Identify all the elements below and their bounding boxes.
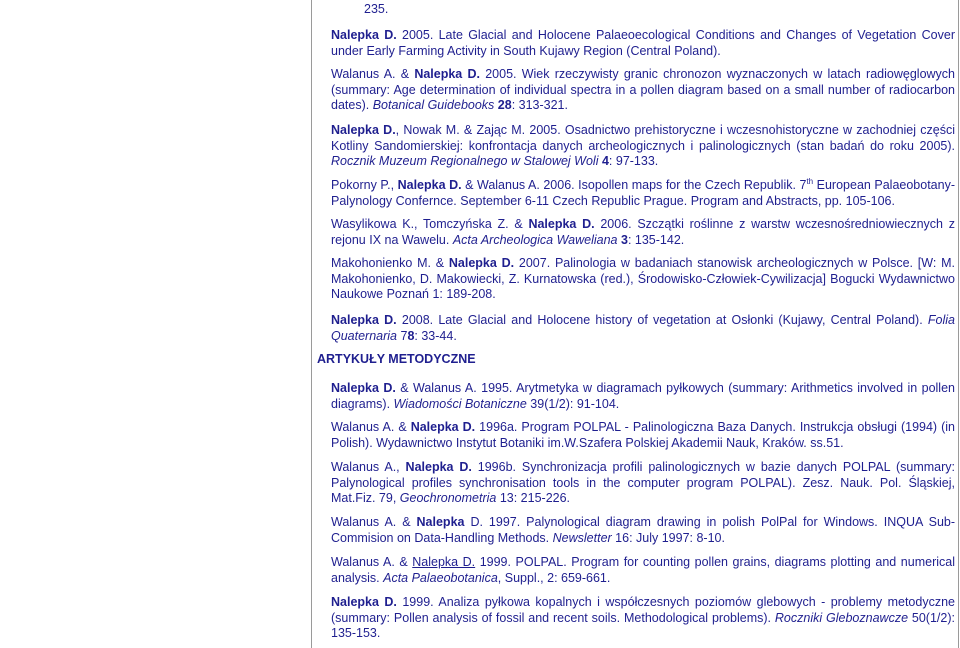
entry-text-run: 2005. Wiek rzeczywisty granic chronozon wyznaczonych w latach radiowęglowych (summary: Age determination of individual spectra in a pollen diagram based on a small number of radiocarbon dates). [331,67,955,112]
entry-text-run: & Walanus A. 2006. Isopollen maps for the Czech Republik. 7 [461,178,807,192]
reference-entry [331,28,955,59]
entry-text-run: Acta Palaeobotanica [383,570,498,585]
section-heading: ARTYKUŁY METODYCZNE [317,352,476,366]
entry-text-run: Makohonienko M. & [331,256,449,270]
reference-entry [331,381,955,412]
entry-text-run: 2005. Late Glacial and Holocene Palaeoecological Conditions and Changes of Vegetation Cover under Early Farming Activity in South Kujawy Region (Central Poland). [331,28,955,58]
entry-text-run: : 313-321. [511,98,568,112]
entry-text-run: 1996a. Program POLPAL - Palinologiczna Baza Danych. Instrukcja obsługi (1994) (in Polish). Wydawnictwo Instytut Botaniki im.W.Szafera Polskiej Akademii Nauk, Kraków. ss.51. [331,420,956,450]
entry-text-run: 13: 215-226. [496,491,571,505]
reference-entry [331,67,955,114]
entry-text-run: 2006. Szczątki roślinne z warstw wczesnośredniowiecznych z rejonu IX na Wawelu. [331,217,955,247]
reference-entry [331,313,955,344]
entry-text-run: 4 [601,154,609,168]
entry-text-run: Nalepka D. [528,217,595,231]
reference-entry [331,217,955,248]
entry-text-run: 28 [497,98,512,112]
reference-entry [331,460,955,507]
entry-text-run: 1999. POLPAL. Program for counting pollen grains, diagrams plotting and numerical analysis. [331,555,955,585]
entry-text-run: , Nowak M. & Zając M. 2005. Osadnictwo prehistoryczne i wczesnohistoryczne w zachodniej części Kotliny Sandomierskiej: konfrontacja danych archeologicznych i palinologicznych (stan badań do roku 2005). [331,123,955,153]
entry-text-run: Walanus A. & [331,420,411,434]
entry-text-run: 16: July 1997: 8-10. [611,530,725,545]
entry-text-run: th [806,176,814,186]
entry-text-run: Acta Archeologica Waweliana [452,232,618,247]
entry-text-run: 3 [621,232,628,247]
entry-text-run: , Suppl., 2: 659-661. [497,570,611,585]
entry-text-run: Nalepka D. [414,67,480,81]
entry-text-run: Botanical Guidebooks [372,98,498,112]
entry-text-run: Walanus A. & [331,67,415,81]
entry-text-run: Pokorny P., [331,178,398,192]
entry-text-run: Walanus A. & [331,555,413,569]
entry-text-run: Nalepka [416,515,465,529]
entry-text-run: Roczniki Gleboznawcze [774,610,909,625]
entry-text-run: Nalepka D. [448,256,515,270]
entry-text-run: : 97-133. [608,154,659,168]
entry-text-run: 2007. Palinologia w badaniach stanowisk archeologicznych w Polsce. [W: M. Makohonienko, D. Makowiecki, Z. Kurnatowska (red.), Środowisko-Człowiek-Cywilizacja] Bogucki Wydawnictwo Naukowe Poznań 1: 189-208. [331,256,955,301]
reference-entry [331,420,955,451]
entry-text-run: Nalepka D. [405,460,472,474]
reference-entry [331,515,955,546]
entry-text-run: Nalepka D. [331,28,397,42]
entry-text-run: : 135-142. [627,232,685,247]
entry-text-run: Wasylikowa K., Tomczyńska Z. & [331,217,529,231]
entry-text-run: Nalepka D. [331,313,397,327]
entry-text-run: 7 [397,328,408,343]
entry-text-run: Rocznik Muzeum Regionalnego w Stalowej Woli [331,154,599,168]
entry-text-run: Nalepka D. [331,381,396,395]
reference-entry [331,555,955,586]
reference-entry [331,595,955,642]
entry-text-run: Nalepka D. [397,178,462,192]
entry-text-run: 1996b. Synchronizacja profili palinologicznych w bazie danych POLPAL (summary: Palynological profiles synchronisation tools in the computer program POLPAL). Zesz. Nauk. Pol. Śląskiej, Mat.Fiz. 79, [331,460,955,505]
entry-text-run: 1999. Analiza pyłkowa kopalnych i współczesnych poziomów glebowych - problemy metodyczne (summary: Pollen analysis of fossil and recent soils. Methodological problems). [331,595,955,625]
entry-text-run: Walanus A. & [331,515,417,529]
entry-text-run: Walanus A., [331,460,406,474]
reference-entry [331,256,955,303]
entry-text-run: & Walanus A. 1995. Arytmetyka w diagramach pyłkowych (summary: Arithmetics involved in pollen diagrams). [331,381,955,411]
entry-text-run: 50(1/2): 135-153. [331,610,955,640]
entry-text-run: 39(1/2): 91-104. [526,396,620,411]
entry-text-run: 8 [407,328,415,343]
entry-text-run: Nalepka D. [412,555,476,569]
entry-text-run: Nalepka D. [331,595,397,609]
entry-text-run: 2008. Late Glacial and Holocene history of vegetation at Osłonki (Kujawy, Central Poland). [396,313,928,327]
entry-text-run: Geochronometria [399,491,497,505]
entry-text-run: European Palaeobotany-Palynology Confernce. September 6-11 Czech Republic Prague. Program and Abstracts, pp. 105-106. [331,178,956,208]
entry-text-run: Wiadomości Botaniczne [393,396,527,411]
entry-text-run: : 33-44. [414,328,457,343]
reference-entry [331,178,955,209]
entry-text-run: Newsletter [552,530,612,545]
entry-text-run: D. 1997. Palynological diagram drawing in polish PolPal for Windows. INQUA Sub-Commision on Data-Handling Methods. [331,515,956,545]
entry-text-run: Nalepka D. [410,420,476,434]
page-number: 235. [364,2,389,16]
entry-text-run: Nalepka D. [331,123,396,137]
entry-text-run: Folia Quaternaria [331,313,955,343]
reference-entry [331,123,955,170]
